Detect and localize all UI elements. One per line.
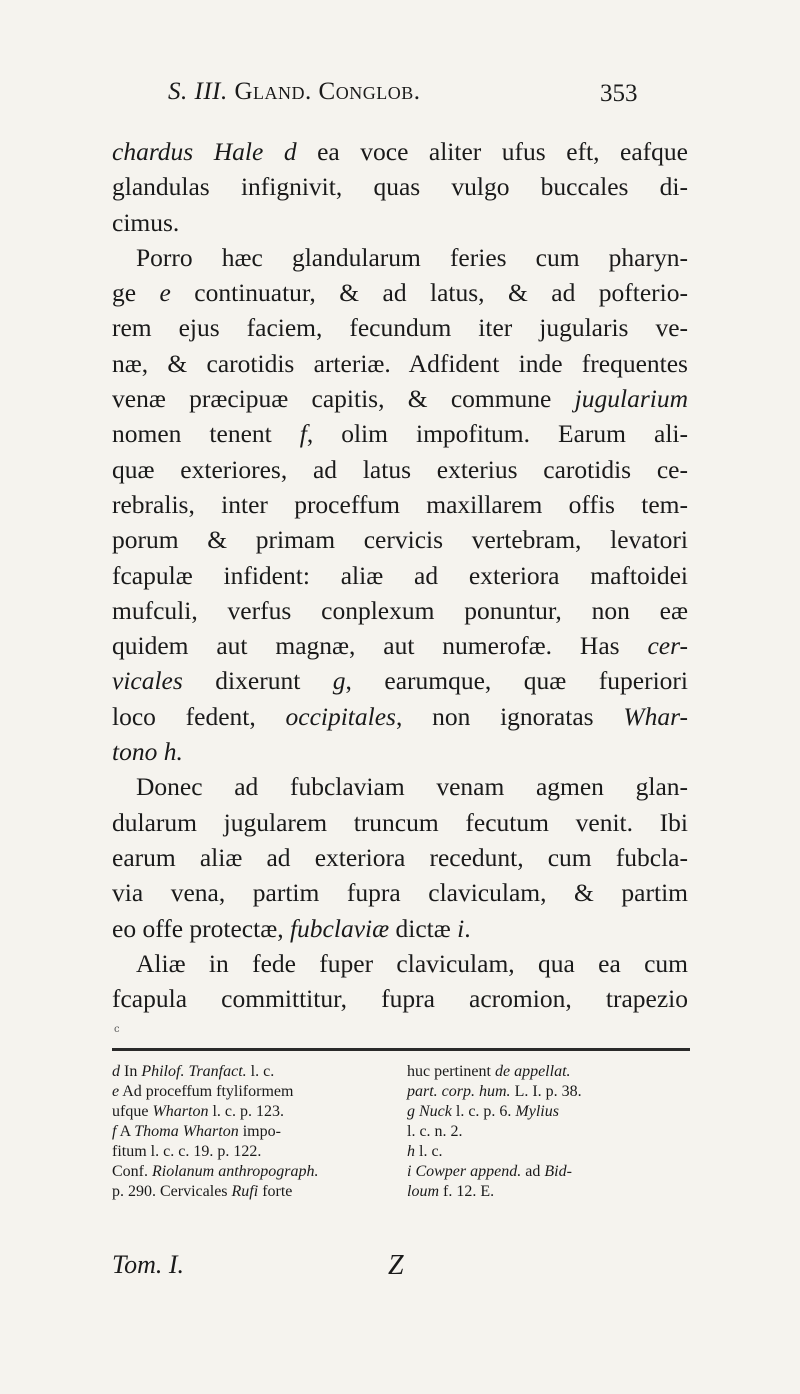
text-line [112,169,688,204]
text-line [112,346,688,381]
volume-signature: Tom. I. [112,1250,185,1279]
text-run: l. c. p. 6. [451,1103,516,1120]
text-line [112,310,688,345]
text-run: ad [521,1163,545,1180]
text-run: tono h. [112,737,183,767]
main-text [112,134,688,1016]
text-line [112,381,688,416]
text-run: cer- [647,631,688,661]
text-run: ea voce aliter ufus eft, eafque [296,137,688,166]
text-run: l. c. n. 2. [407,1123,463,1140]
text-run: f [112,1123,117,1140]
footnote-line [407,1142,692,1162]
footnote-line [407,1122,692,1142]
footnotes-left-column [112,1062,397,1202]
text-line [112,593,688,628]
text-line [112,487,688,522]
text-run: Ad proceffum ftyliformem [119,1083,294,1100]
text-run: Philof. Tranfact. [141,1063,247,1080]
text-run: loum [407,1183,439,1200]
text-run: forte [258,1183,293,1200]
text-run: Aliæ in fede fuper claviculam, qua ea cum [136,948,688,978]
text-run: chardus Hale d [112,137,297,166]
text-run: fcapula committitur, fupra acromion, trapezio [112,984,688,1014]
text-line [112,699,688,734]
text-line [112,840,688,875]
footnote-line [112,1122,397,1142]
text-run: via vena, partim fupra claviculam, & partim [112,878,688,908]
text-line [112,275,688,310]
text-run: In [120,1063,142,1080]
text-run: earum aliæ ad exteriora recedunt, cum fubcla- [112,842,688,872]
text-line [112,240,688,275]
text-run: huc pertinent [407,1063,495,1080]
running-head [168,78,598,106]
text-run: mufculi, verfus conplexum ponuntur, non eæ [112,595,688,625]
text-run: L. I. p. 38. [510,1083,582,1100]
text-run: e [159,278,171,308]
text-line [112,946,688,981]
text-line [112,769,688,804]
text-line [112,134,688,169]
text-run: Nuck [419,1103,452,1120]
text-run: jugularium [574,384,688,414]
section-number: S. III. [168,78,228,105]
text-run: l. c. p. 123. [208,1103,284,1120]
footnote-line [407,1082,692,1102]
text-line [112,416,688,451]
text-run: dularum jugularem truncum fecutum venit. Ibi [112,807,688,837]
text-run: Porro hæc glandularum feries cum pharyn- [136,242,688,272]
text-run: Mylius [515,1103,559,1120]
text-run: ge [112,278,160,308]
text-run: A [116,1123,135,1140]
footnote-line [112,1162,397,1182]
text-run: venæ præcipuæ capitis, & commune [112,384,575,414]
text-line [112,734,688,769]
text-run: Thoma Wharton [134,1123,239,1140]
running-title: Gland. Conglob. [234,78,421,105]
text-run: dictæ [389,913,458,943]
text-run: , non ignoratas [395,701,624,731]
text-run: næ, & carotidis arteriæ. Adfident inde frequentes [112,348,688,378]
text-run: , olim impofitum. Earum ali- [306,419,688,449]
text-run: f. 12. E. [439,1183,495,1200]
text-run: Wharton [152,1103,209,1120]
text-line [112,205,688,240]
text-run: l. c. [415,1143,443,1160]
text-run: i [457,913,465,943]
text-run: rebralis, inter proceffum maxillarem offis tem- [112,489,688,519]
catch-mark: c [114,1024,120,1035]
text-run: g [407,1103,415,1120]
text-run: quæ exteriores, ad latus exterius carotidis ce- [112,454,688,484]
text-line [112,875,688,910]
footnote-line [407,1102,692,1122]
text-run: p. 290. Cervicales [112,1183,232,1200]
text-line [112,981,688,1016]
text-run: fitum l. c. c. 19. p. 122. [112,1143,262,1160]
text-run: d [112,1063,120,1080]
text-run: Rufi [231,1183,259,1200]
text-run: porum & primam cervicis vertebram, levatori [112,525,688,555]
text-run: continuatur, & ad latus, & ad pofterio- [170,278,688,308]
text-line [112,628,688,663]
text-run: glandulas infignivit, quas vulgo buccales di- [112,172,688,202]
footnote-line [112,1182,397,1202]
text-line [112,663,688,698]
text-run: Riolanum anthropograph. [152,1163,319,1180]
text-run: quidem aut magnæ, aut numerofæ. Has [112,631,648,661]
text-line [112,452,688,487]
text-run: impo- [238,1123,281,1140]
text-run: de appellat. [494,1063,571,1080]
text-line [112,558,688,593]
text-run: fcapulæ infident: aliæ ad exteriora maftoidei [112,560,688,590]
footnote-line [112,1142,397,1162]
footnote-rule [112,1048,690,1051]
text-run: eo offe protectæ, [112,913,290,943]
text-run: . [464,913,471,943]
text-run: l. c. [246,1063,275,1080]
footnote-line [112,1102,397,1122]
footnotes [112,1062,692,1202]
text-run: Cowper append. [415,1163,522,1180]
text-line [112,805,688,840]
footnote-line [112,1062,397,1082]
text-run: fubclaviæ [289,913,390,943]
text-run: Bid- [544,1163,572,1180]
text-run: Donec ad fubclaviam venam agmen glan- [136,772,688,802]
text-run: , earumque, quæ fuperiori [345,666,688,696]
footnote-line [407,1062,692,1082]
footnotes-right-column [407,1062,692,1202]
text-run: Whar- [623,701,688,731]
text-run: cimus. [112,207,180,237]
text-run: e [112,1083,120,1100]
footnote-line [407,1182,692,1202]
text-run: part. corp. hum. [407,1083,511,1100]
text-run: h [407,1143,415,1160]
text-run: occipitales [285,701,396,731]
page-number: 353 [600,80,638,107]
text-run: vicales [112,666,183,696]
text-run: f [299,419,307,449]
text-run: nomen tenent [112,419,300,449]
text-run: dixerunt [182,666,333,696]
text-run: i [407,1163,412,1180]
footnote-line [407,1162,692,1182]
text-run: loco fedent, [112,701,286,731]
signature-mark: Z [388,1250,404,1281]
text-run: ufque [112,1103,153,1120]
text-run: rem ejus faciem, fecundum iter jugularis ve- [112,313,688,343]
text-line [112,522,688,557]
text-run: Conf. [112,1163,152,1180]
footnote-line [112,1082,397,1102]
text-run: g [332,666,346,696]
text-line [112,911,688,946]
